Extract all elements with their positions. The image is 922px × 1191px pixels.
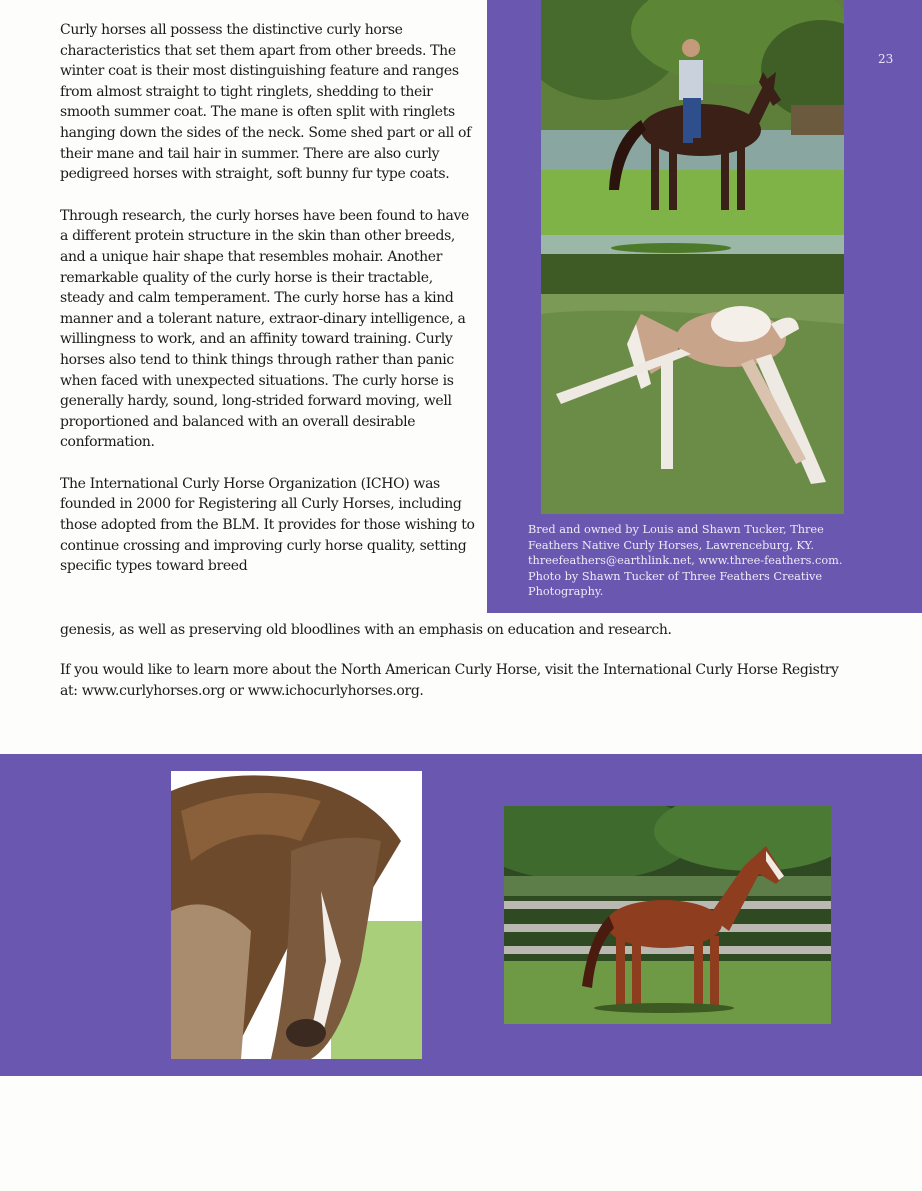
photo-caption: Bred and owned by Louis and Shawn Tucker, Three Feathers Native Curly Horses, Lawrenceburg, KY. threefeathers@earthlink.net, www.three-feathers.com. Photo by Shawn Tucker of Three Feathers Creative Photography.	[528, 523, 843, 599]
photo-pinto-foal	[541, 254, 844, 514]
photo-rider-on-horse	[541, 0, 844, 254]
photo-curly-mane-closeup	[171, 771, 422, 1059]
paragraph-coat: Curly horses all possess the distinctive curly horse characteristics that set them apart from other breeds. The winter coat is their most distinguishing feature and ranges from almost straight to tight ringlets, shedding to their smooth summer coat. The mane is often split with ringlets hanging down the sides of the neck. Some shed part or all of their mane and tail hair in summer. There are also curly pedigreed horses with straight, soft bunny fur type coats.	[60, 22, 471, 183]
photo-chestnut-horse	[504, 806, 831, 1024]
paragraph-research: Through research, the curly horses have been found to have a different protein structure in the skin than other breeds, and a unique hair shape that resembles mohair. Another remarkable quality of the curly horse is their tractable, steady and calm temperament. The curly horse has a kind manner and a tolerant nature, extraor-dinary intelligence, a willingness to work, and an affinity toward training. Curly horses also tend to think things through rather than panic when faced with unexpected situations. The curly horse is generally hardy, sound, long-strided forward moving, well proportioned and balanced with an overall desirable conformation.	[60, 207, 469, 451]
paragraph-icho: The International Curly Horse Organization (ICHO) was founded in 2000 for Registering all Curly Horses, including those adopted from the BLM. It provides for those wishing to continue crossing and improving curly horse quality, setting specific types toward breed	[60, 475, 475, 575]
article-text-column	[60, 20, 478, 598]
paragraph-learn-more: If you would like to learn more about the North American Curly Horse, visit the International Curly Horse Registry at: www.curlyhorses.org or www.ichocurlyhorses.org.	[60, 662, 839, 699]
paragraph-icho-continued: genesis, as well as preserving old bloodlines with an emphasis on education and research.	[60, 622, 672, 638]
page-number: 23	[878, 52, 894, 66]
